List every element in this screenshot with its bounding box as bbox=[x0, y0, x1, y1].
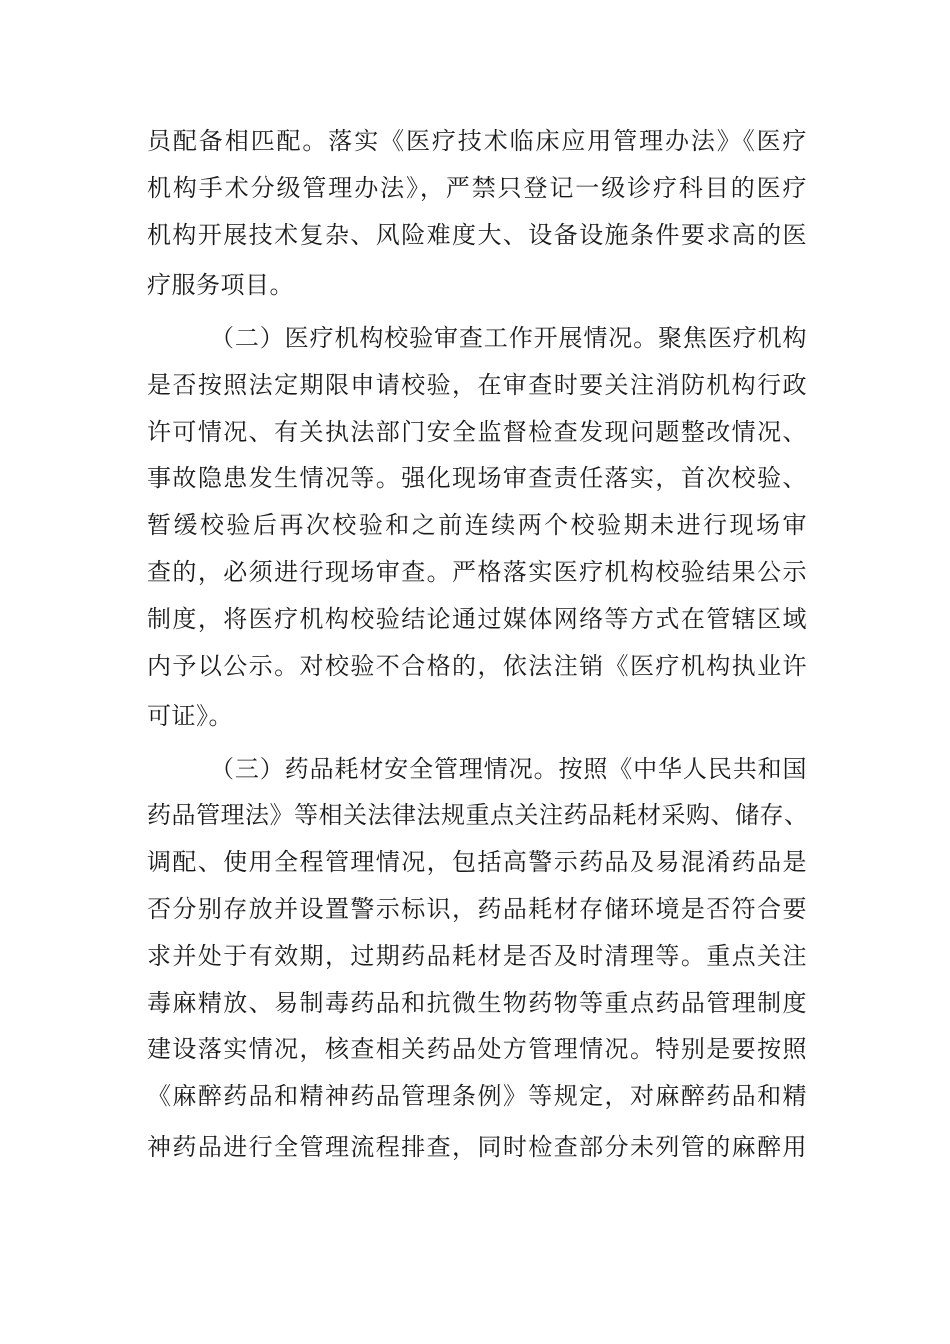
section-3-line-5: 求并处于有效期，过期药品耗材是否及时清理等。重点关注 bbox=[147, 942, 807, 970]
paragraph-1-line-2: 机构手术分级管理办法》，严禁只登记一级诊疗科目的医疗 bbox=[147, 174, 807, 202]
section-3-heading-line: （三）药品耗材安全管理情况。按照《中华人民共和国 bbox=[210, 755, 807, 783]
section-3-line-2: 药品管理法》等相关法律法规重点关注药品耗材采购、储存、 bbox=[147, 801, 809, 829]
section-3-line-7: 建设落实情况，核查相关药品处方管理情况。特别是要按照 bbox=[147, 1035, 807, 1063]
section-2-heading-line: （二）医疗机构校验审查工作开展情况。聚焦医疗机构 bbox=[210, 324, 807, 352]
section-2-line-7: 制度，将医疗机构校验结论通过媒体网络等方式在管辖区域 bbox=[147, 605, 807, 633]
section-2-line-2: 是否按照法定期限申请校验，在审查时要关注消防机构行政 bbox=[147, 371, 807, 399]
section-3-line-4: 否分别存放并设置警示标识，药品耗材存储环境是否符合要 bbox=[147, 895, 807, 923]
section-2-line-6: 查的，必须进行现场审查。严格落实医疗机构校验结果公示 bbox=[147, 558, 807, 586]
paragraph-1-line-3: 机构开展技术复杂、风险难度大、设备设施条件要求高的医 bbox=[147, 221, 807, 249]
paragraph-1-line-4: 疗服务项目。 bbox=[147, 271, 294, 299]
section-2-line-4: 事故隐患发生情况等。强化现场审查责任落实，首次校验、 bbox=[147, 464, 807, 492]
section-2-line-8: 内予以公示。对校验不合格的，依法注销《医疗机构执业许 bbox=[147, 652, 807, 680]
paragraph-1-line-1: 员配备相匹配。落实《医疗技术临床应用管理办法》《医疗 bbox=[147, 127, 807, 155]
section-3-line-8: 《麻醉药品和精神药品管理条例》等规定，对麻醉药品和精 bbox=[147, 1082, 807, 1110]
section-2-line-5: 暂缓校验后再次校验和之前连续两个校验期未进行现场审 bbox=[147, 511, 807, 539]
section-3-line-3: 调配、使用全程管理情况，包括高警示药品及易混淆药品是 bbox=[147, 848, 807, 876]
section-2-line-9: 可证》。 bbox=[147, 702, 233, 730]
section-3-line-6: 毒麻精放、易制毒药品和抗微生物药物等重点药品管理制度 bbox=[147, 989, 807, 1017]
section-3-line-9: 神药品进行全管理流程排查，同时检查部分未列管的麻醉用 bbox=[147, 1133, 807, 1161]
section-2-line-3: 许可情况、有关执法部门安全监督检查发现问题整改情况、 bbox=[147, 418, 807, 446]
